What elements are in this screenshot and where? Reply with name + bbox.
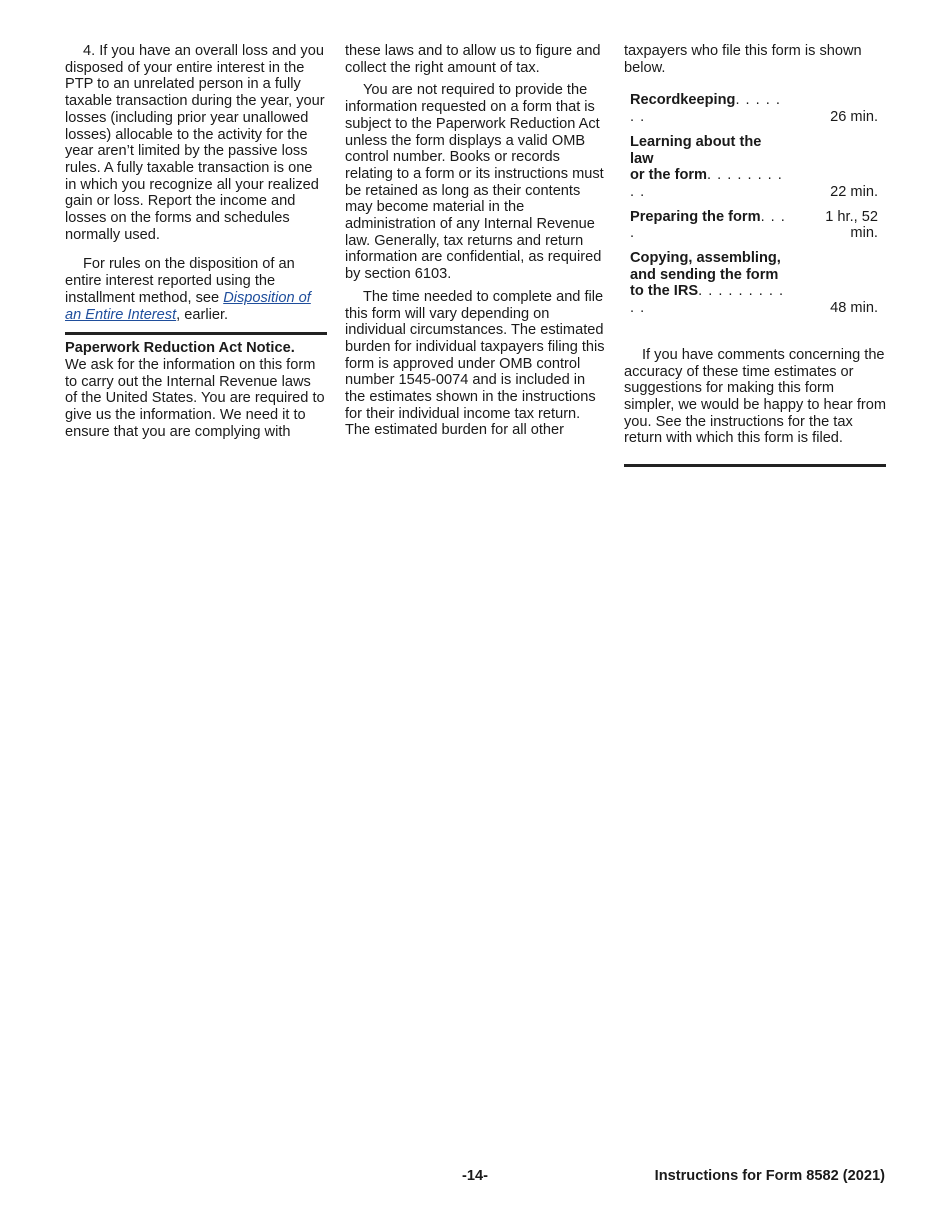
comments-paragraph: If you have comments concerning the accuracy of these time estimates or suggestions for making this form simpler, we would be happy to hear from you. See the instructions for the tax return with which this form is filed.: [624, 346, 887, 447]
time-needed-paragraph: The time needed to complete and file this form will vary depending on individual circumstances. The estimated burden for individual taxpayers filing this form is approved under OMB control number 1545-0074 and is included in the estimates shown in the instructions for their individual income tax return. The estimated burden for all other: [345, 288, 605, 439]
section-divider: [65, 332, 327, 335]
disposition-rules-suffix: , earlier.: [176, 306, 229, 323]
disposition-rules-paragraph: [65, 256, 327, 323]
copying-value: 48 min.: [830, 300, 878, 317]
dot-leader: . . . . . . . . . .: [630, 167, 783, 200]
learning-value: 22 min.: [830, 183, 878, 200]
time-row-learning: [630, 134, 878, 201]
copying-label-line1: Copying, assembling,: [630, 250, 781, 267]
recordkeeping-label: Recordkeeping: [630, 92, 736, 109]
recordkeeping-value: 26 min.: [830, 109, 878, 126]
paperwork-notice-heading: Paperwork Reduction Act Notice.: [65, 340, 295, 357]
footer-form-title: Instructions for Form 8582 (2021): [654, 1168, 885, 1184]
time-row-copying: [630, 250, 878, 317]
column-left: [65, 43, 327, 440]
dot-leader: . . . .: [630, 208, 786, 242]
disposition-rules-prefix: For rules on the disposition of an entire interest reported using the installment method, see: [65, 256, 295, 306]
dot-leader: . . . . . . .: [630, 92, 781, 126]
preparing-label: Preparing the form: [630, 208, 761, 225]
preparing-value: [788, 209, 878, 242]
copying-label-line3: to the IRS: [630, 283, 699, 300]
paperwork-notice-text: We ask for the information on this form to carry out the Internal Revenue laws of the United States. You are required to give us the information. We need it to ensure that you are complying with: [65, 356, 325, 440]
item-4-paragraph: 4. If you have an overall loss and you disposed of your entire interest in the PTP to an unrelated person in a fully taxable transaction during the year, your losses (including prior year unallowed losses) allocable to the activity for the year aren’t limited by the passive loss rules. A fully taxable transaction is one in which you recognize all your realized gain or loss. Report the income and losses on the forms and schedules normally used.: [65, 43, 325, 243]
time-row-preparing: [630, 209, 878, 242]
copying-label-line2: and sending the form: [630, 266, 779, 283]
omb-paragraph: You are not required to provide the information requested on a form that is subject to the Paperwork Reduction Act unless the form displays a valid OMB control number. Books or records relating to a form or its instructions must be retained as long as their contents may become material in the administration of any Internal Revenue law. Generally, tax returns and return information are confidential, as required by section 6103.: [345, 82, 604, 283]
learning-label-line2: or the form: [630, 167, 708, 184]
time-row-recordkeeping: [630, 92, 878, 125]
time-estimate-table: [624, 92, 886, 316]
dot-leader: . . . . . . . . . . .: [630, 283, 785, 317]
column-middle: [345, 43, 607, 439]
section-end-rule: [624, 464, 886, 467]
preparing-value-line1: 1 hr., 52: [825, 208, 878, 225]
preparing-value-line2: min.: [850, 225, 878, 242]
learning-label-line1: Learning about the law: [630, 133, 762, 167]
column-right: [624, 43, 886, 467]
taxpayers-intro: taxpayers who file this form is shown below.: [624, 43, 862, 76]
page-number: -14-: [462, 1168, 488, 1184]
paperwork-notice-paragraph: [65, 340, 327, 440]
laws-continuation-paragraph: these laws and to allow us to figure and collect the right amount of tax.: [345, 43, 601, 76]
disposition-of-entire-interest-link[interactable]: Disposition of an Entire Interest: [65, 289, 311, 323]
